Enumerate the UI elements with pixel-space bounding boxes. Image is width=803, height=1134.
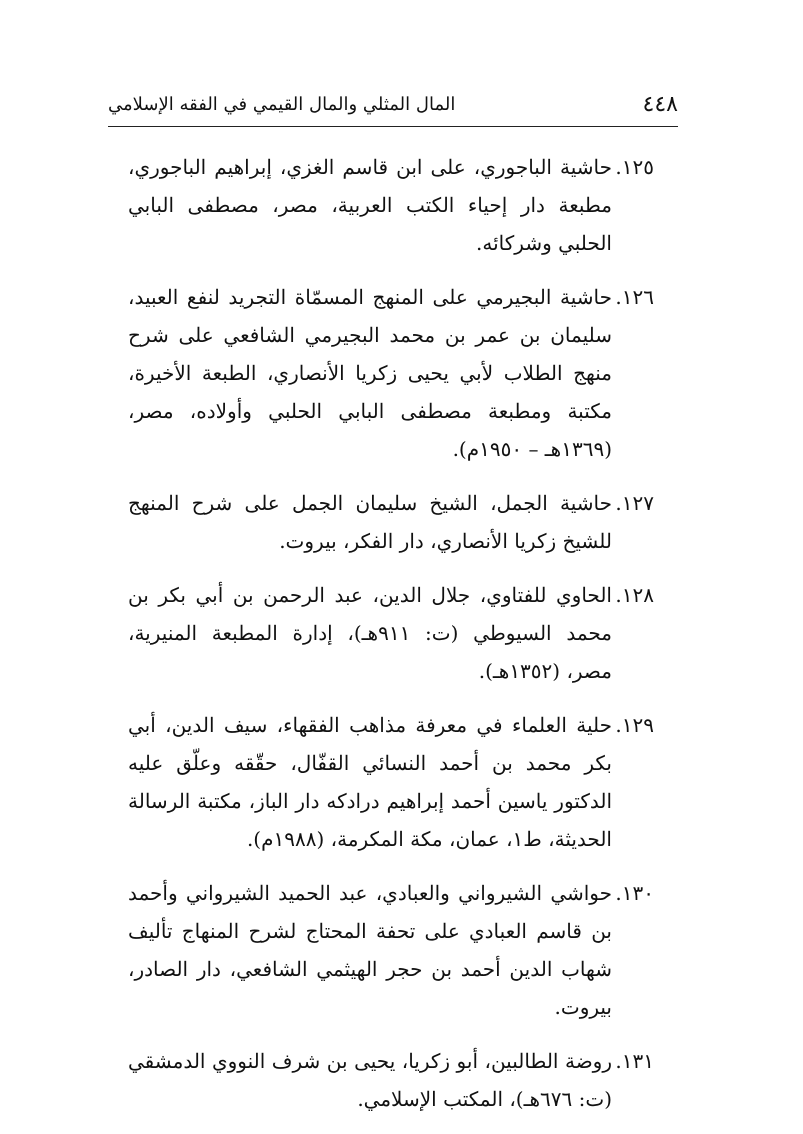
entry-number: ١٢٩. — [615, 713, 654, 737]
entry-text: حاشية البجيرمي على المنهج المسمّاة التجريد لنفع العبيد، سليمان بن عمر بن محمد البجيرمي الشافعي على شرح منهج الطلاب لأبي يحيى زكريا الأنصاري، الطبعة الأخيرة، مكتبة ومطبعة مصطفى البابي الحلبي وأولاده، مصر، (١٣٦٩هـ – ١٩٥٠م). — [128, 285, 612, 461]
page-number: ٤٤٨ — [642, 92, 678, 117]
bibliography-entry — [128, 874, 654, 1026]
entry-number: ١٢٨. — [615, 583, 654, 607]
bibliography-entry — [128, 278, 654, 468]
bibliography-entry — [128, 1042, 654, 1118]
bibliography-entry — [128, 484, 654, 560]
entry-text: حاشية الباجوري، على ابن قاسم الغزي، إبراهيم الباجوري، مطبعة دار إحياء الكتب العربية، مصر، مصطفى البابي الحلبي وشركائه. — [128, 155, 612, 255]
entry-text: حواشي الشيرواني والعبادي، عبد الحميد الشيرواني وأحمد بن قاسم العبادي على تحفة المحتاج لشرح المنهاج تأليف شهاب الدين أحمد بن حجر الهيثمي الشافعي، دار الصادر، بيروت. — [128, 881, 612, 1019]
page-header — [108, 86, 678, 127]
entry-number: ١٢٦. — [615, 285, 654, 309]
entry-number: ١٣٠. — [615, 881, 654, 905]
entry-number: ١٣١. — [615, 1049, 654, 1073]
entry-number: ١٢٥. — [615, 155, 654, 179]
entry-text: حلية العلماء في معرفة مذاهب الفقهاء، سيف الدين، أبي بكر محمد بن أحمد النسائي القفّال، حقّقه وعلّق عليه الدكتور ياسين أحمد إبراهيم درادكه دار الباز، مكتبة الرسالة الحديثة، ط١، عمان، مكة المكرمة، (١٩٨٨م). — [128, 713, 612, 851]
entry-text: روضة الطالبين، أبو زكريا، يحيى بن شرف النووي الدمشقي (ت: ٦٧٦هـ)، المكتب الإسلامي. — [128, 1049, 612, 1111]
bibliography-entry — [128, 148, 654, 262]
bibliography-entry — [128, 576, 654, 690]
running-title: المال المثلي والمال القيمي في الفقه الإسلامي — [108, 94, 456, 115]
bibliography-list — [128, 148, 654, 1134]
entry-number: ١٢٧. — [615, 491, 654, 515]
entry-text: حاشية الجمل، الشيخ سليمان الجمل على شرح المنهج للشيخ زكريا الأنصاري، دار الفكر، بيروت. — [128, 491, 612, 553]
entry-text: الحاوي للفتاوي، جلال الدين، عبد الرحمن بن أبي بكر بن محمد السيوطي (ت: ٩١١هـ)، إدارة المطبعة المنيرية، مصر، (١٣٥٢هـ). — [128, 583, 613, 683]
bibliography-entry — [128, 706, 654, 858]
